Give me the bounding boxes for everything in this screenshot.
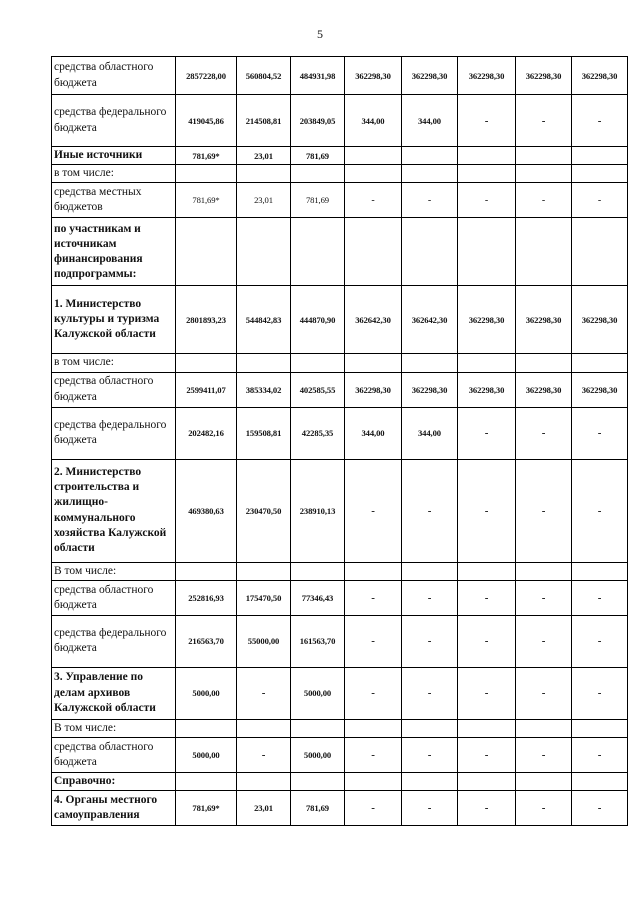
value-cell: [237, 354, 291, 372]
value-cell: -: [458, 183, 516, 218]
value-cell: 175470,50: [237, 580, 291, 615]
value-cell: [176, 772, 237, 790]
value-cell: 781,69*: [176, 147, 237, 165]
table-row: [52, 218, 628, 286]
table-row: [52, 772, 628, 790]
row-label: 2. Министерство строительства и жилищно-коммунального хозяйства Калужской области: [52, 459, 176, 562]
table-row: [52, 183, 628, 218]
table-row: [52, 95, 628, 147]
value-cell: 203849,05: [291, 95, 345, 147]
value-cell: [176, 719, 237, 737]
value-cell: -: [516, 791, 572, 826]
row-label: В том числе:: [52, 719, 176, 737]
value-cell: 55000,00: [237, 615, 291, 667]
value-cell: 402585,55: [291, 372, 345, 407]
value-cell: -: [516, 667, 572, 719]
row-label: средства областного бюджета: [52, 737, 176, 772]
value-cell: 419045,86: [176, 95, 237, 147]
value-cell: 77346,43: [291, 580, 345, 615]
value-cell: -: [458, 580, 516, 615]
row-label: 3. Управление по делам архивов Калужской области: [52, 667, 176, 719]
value-cell: [291, 354, 345, 372]
value-cell: -: [402, 615, 458, 667]
value-cell: -: [516, 459, 572, 562]
value-cell: [345, 772, 402, 790]
value-cell: 23,01: [237, 183, 291, 218]
value-cell: 544842,83: [237, 286, 291, 354]
value-cell: [516, 562, 572, 580]
value-cell: [516, 218, 572, 286]
value-cell: -: [572, 791, 628, 826]
row-label: в том числе:: [52, 354, 176, 372]
value-cell: [402, 772, 458, 790]
value-cell: 344,00: [345, 95, 402, 147]
value-cell: 344,00: [402, 95, 458, 147]
value-cell: [572, 562, 628, 580]
value-cell: -: [458, 791, 516, 826]
value-cell: -: [402, 459, 458, 562]
value-cell: [402, 719, 458, 737]
value-cell: 230470,50: [237, 459, 291, 562]
value-cell: [516, 147, 572, 165]
funding-table: [51, 56, 628, 826]
table-row: [52, 737, 628, 772]
value-cell: [572, 772, 628, 790]
table-row: [52, 791, 628, 826]
value-cell: 202482,16: [176, 407, 237, 459]
value-cell: 362298,30: [402, 372, 458, 407]
row-label: в том числе:: [52, 165, 176, 183]
value-cell: 362298,30: [402, 57, 458, 95]
value-cell: [176, 354, 237, 372]
value-cell: -: [345, 615, 402, 667]
value-cell: [516, 772, 572, 790]
value-cell: -: [516, 615, 572, 667]
value-cell: -: [345, 580, 402, 615]
value-cell: -: [402, 667, 458, 719]
value-cell: 362298,30: [458, 57, 516, 95]
value-cell: -: [458, 737, 516, 772]
value-cell: -: [516, 580, 572, 615]
value-cell: [402, 354, 458, 372]
value-cell: 362298,30: [516, 372, 572, 407]
value-cell: [458, 562, 516, 580]
value-cell: [572, 218, 628, 286]
value-cell: -: [237, 667, 291, 719]
value-cell: 252816,93: [176, 580, 237, 615]
value-cell: [345, 719, 402, 737]
value-cell: 161563,70: [291, 615, 345, 667]
value-cell: 781,69*: [176, 183, 237, 218]
value-cell: -: [237, 737, 291, 772]
value-cell: [237, 218, 291, 286]
value-cell: 2801893,23: [176, 286, 237, 354]
value-cell: [345, 147, 402, 165]
value-cell: 5000,00: [176, 737, 237, 772]
value-cell: -: [345, 667, 402, 719]
value-cell: [458, 772, 516, 790]
value-cell: 444870,90: [291, 286, 345, 354]
table-row: [52, 459, 628, 562]
value-cell: 344,00: [345, 407, 402, 459]
value-cell: -: [572, 737, 628, 772]
value-cell: [402, 562, 458, 580]
value-cell: 2599411,07: [176, 372, 237, 407]
value-cell: 781,69: [291, 791, 345, 826]
row-label: В том числе:: [52, 562, 176, 580]
value-cell: -: [516, 183, 572, 218]
row-label: 1. Министерство культуры и туризма Калужской области: [52, 286, 176, 354]
value-cell: [345, 354, 402, 372]
row-label: средства федерального бюджета: [52, 95, 176, 147]
value-cell: [572, 165, 628, 183]
value-cell: [176, 562, 237, 580]
value-cell: [237, 772, 291, 790]
value-cell: 238910,13: [291, 459, 345, 562]
value-cell: [291, 165, 345, 183]
value-cell: [176, 218, 237, 286]
value-cell: 159508,81: [237, 407, 291, 459]
row-label: средства федерального бюджета: [52, 407, 176, 459]
value-cell: [402, 218, 458, 286]
value-cell: [516, 165, 572, 183]
value-cell: 362298,30: [458, 372, 516, 407]
value-cell: -: [572, 667, 628, 719]
value-cell: [237, 165, 291, 183]
table-row: [52, 580, 628, 615]
value-cell: 484931,98: [291, 57, 345, 95]
value-cell: 362298,30: [458, 286, 516, 354]
value-cell: 385334,02: [237, 372, 291, 407]
value-cell: [237, 562, 291, 580]
value-cell: 362298,30: [516, 57, 572, 95]
table-row: [52, 147, 628, 165]
value-cell: -: [572, 459, 628, 562]
value-cell: 23,01: [237, 791, 291, 826]
table-row: [52, 407, 628, 459]
value-cell: [572, 719, 628, 737]
value-cell: 362298,30: [572, 372, 628, 407]
table-row: [52, 667, 628, 719]
value-cell: [458, 218, 516, 286]
value-cell: [458, 719, 516, 737]
value-cell: -: [402, 183, 458, 218]
value-cell: 216563,70: [176, 615, 237, 667]
value-cell: [291, 562, 345, 580]
value-cell: 5000,00: [291, 667, 345, 719]
value-cell: [291, 719, 345, 737]
value-cell: -: [345, 183, 402, 218]
table-row: [52, 372, 628, 407]
value-cell: -: [345, 737, 402, 772]
value-cell: [458, 165, 516, 183]
value-cell: 42285,35: [291, 407, 345, 459]
table-row: [52, 286, 628, 354]
value-cell: [176, 165, 237, 183]
value-cell: -: [345, 459, 402, 562]
value-cell: 362298,30: [572, 286, 628, 354]
value-cell: -: [402, 737, 458, 772]
value-cell: [572, 354, 628, 372]
table-row: [52, 165, 628, 183]
row-label: средства федерального бюджета: [52, 615, 176, 667]
row-label: по участникам и источникам финансирования подпрограммы:: [52, 218, 176, 286]
value-cell: 2857228,00: [176, 57, 237, 95]
value-cell: 781,69: [291, 183, 345, 218]
value-cell: -: [458, 459, 516, 562]
row-label: средства местных бюджетов: [52, 183, 176, 218]
value-cell: -: [345, 791, 402, 826]
value-cell: -: [572, 183, 628, 218]
value-cell: 362298,30: [516, 286, 572, 354]
row-label: средства областного бюджета: [52, 372, 176, 407]
value-cell: -: [516, 95, 572, 147]
value-cell: [345, 562, 402, 580]
value-cell: -: [516, 737, 572, 772]
value-cell: 5000,00: [176, 667, 237, 719]
value-cell: -: [458, 667, 516, 719]
value-cell: [291, 772, 345, 790]
table-row: [52, 615, 628, 667]
page-number: 5: [317, 27, 323, 41]
value-cell: -: [402, 791, 458, 826]
value-cell: 362298,30: [345, 57, 402, 95]
table-row: [52, 562, 628, 580]
value-cell: -: [572, 95, 628, 147]
value-cell: 362298,30: [572, 57, 628, 95]
funding-table-body: [52, 57, 628, 826]
value-cell: 362642,30: [402, 286, 458, 354]
value-cell: [516, 719, 572, 737]
row-label: Иные источники: [52, 147, 176, 165]
value-cell: 5000,00: [291, 737, 345, 772]
value-cell: 362298,30: [345, 372, 402, 407]
value-cell: [572, 147, 628, 165]
value-cell: 560804,52: [237, 57, 291, 95]
table-row: [52, 719, 628, 737]
value-cell: -: [572, 407, 628, 459]
value-cell: -: [458, 407, 516, 459]
row-label: 4. Органы местного самоуправления: [52, 791, 176, 826]
value-cell: 344,00: [402, 407, 458, 459]
row-label: средства областного бюджета: [52, 580, 176, 615]
value-cell: [516, 354, 572, 372]
value-cell: [345, 218, 402, 286]
value-cell: 214508,81: [237, 95, 291, 147]
value-cell: [345, 165, 402, 183]
value-cell: -: [458, 95, 516, 147]
value-cell: -: [572, 580, 628, 615]
value-cell: 362642,30: [345, 286, 402, 354]
value-cell: -: [516, 407, 572, 459]
value-cell: [402, 147, 458, 165]
table-row: [52, 354, 628, 372]
value-cell: 781,69: [291, 147, 345, 165]
value-cell: 781,69*: [176, 791, 237, 826]
value-cell: -: [572, 615, 628, 667]
value-cell: 23,01: [237, 147, 291, 165]
value-cell: -: [402, 580, 458, 615]
value-cell: [402, 165, 458, 183]
value-cell: -: [458, 615, 516, 667]
value-cell: [237, 719, 291, 737]
value-cell: [458, 147, 516, 165]
row-label: Справочно:: [52, 772, 176, 790]
row-label: средства областного бюджета: [52, 57, 176, 95]
value-cell: [458, 354, 516, 372]
value-cell: 469380,63: [176, 459, 237, 562]
value-cell: [291, 218, 345, 286]
table-row: [52, 57, 628, 95]
